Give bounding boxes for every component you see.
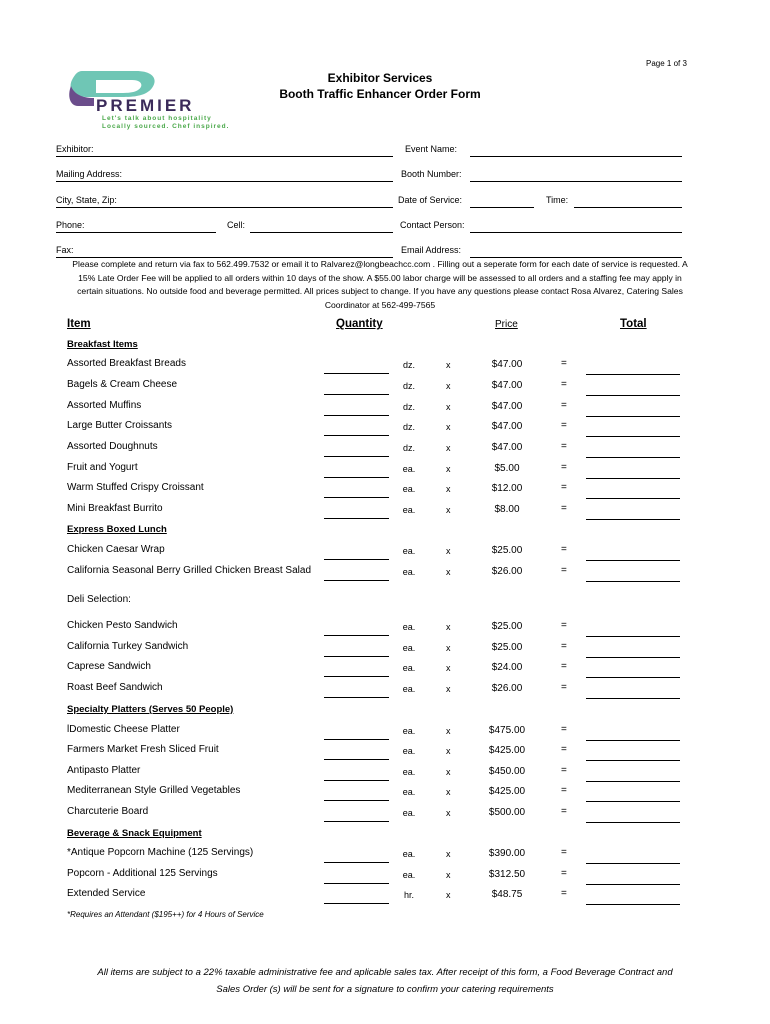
quantity-field[interactable]: [324, 394, 389, 395]
item-name: Bagels & Cream Cheese: [67, 379, 178, 390]
equals-sign: =: [561, 847, 567, 858]
equals-sign: =: [561, 620, 567, 631]
price-column-header: Price: [495, 319, 518, 330]
multiply-sign: x: [446, 484, 451, 494]
total-field[interactable]: [586, 698, 680, 699]
quantity-field[interactable]: [324, 415, 389, 416]
quantity-field[interactable]: [324, 780, 389, 781]
equals-sign: =: [561, 888, 567, 899]
total-field[interactable]: [586, 457, 680, 458]
item-unit: ea.: [402, 505, 416, 515]
total-field[interactable]: [586, 677, 680, 678]
item-price: $47.00: [491, 380, 523, 391]
item-price: $47.00: [491, 442, 523, 453]
quantity-column-header: Quantity: [336, 318, 383, 330]
multiply-sign: x: [446, 422, 451, 432]
item-price: $425.00: [488, 786, 526, 797]
event-name-label: Event Name:: [405, 144, 458, 154]
time-field[interactable]: [574, 207, 682, 208]
multiply-sign: x: [446, 870, 451, 880]
equals-sign: =: [561, 462, 567, 473]
logo-name: PREMIER: [96, 96, 195, 115]
item-name: Farmers Market Fresh Sliced Fruit: [67, 744, 219, 755]
equals-sign: =: [561, 482, 567, 493]
item-price: $8.00: [494, 504, 520, 515]
multiply-sign: x: [446, 622, 451, 632]
multiply-sign: x: [446, 360, 451, 370]
multiply-sign: x: [446, 567, 451, 577]
item-unit: ea.: [402, 567, 416, 577]
contact-person-label: Contact Person:: [400, 220, 465, 230]
item-price: $25.00: [491, 621, 523, 632]
item-unit: ea.: [402, 726, 416, 736]
quantity-field[interactable]: [324, 580, 389, 581]
quantity-field[interactable]: [324, 656, 389, 657]
item-price: $500.00: [488, 807, 526, 818]
item-price: $24.00: [491, 662, 523, 673]
quantity-field[interactable]: [324, 373, 389, 374]
exhibitor-label: Exhibitor:: [56, 144, 94, 154]
equals-sign: =: [561, 661, 567, 672]
item-name: *Antique Popcorn Machine (125 Servings): [67, 847, 254, 858]
total-field[interactable]: [586, 822, 680, 823]
total-field[interactable]: [586, 657, 680, 658]
total-field[interactable]: [586, 740, 680, 741]
equals-sign: =: [561, 765, 567, 776]
item-price: $48.75: [491, 889, 523, 900]
item-name: Chicken Pesto Sandwich: [67, 620, 178, 631]
multiply-sign: x: [446, 890, 451, 900]
equals-sign: =: [561, 565, 567, 576]
item-unit: dz.: [402, 443, 415, 453]
email-address-label: Email Address:: [401, 245, 462, 255]
total-field[interactable]: [586, 560, 680, 561]
total-field[interactable]: [586, 436, 680, 437]
item-name: Popcorn - Additional 125 Servings: [67, 868, 218, 879]
quantity-field[interactable]: [324, 739, 389, 740]
item-name: Large Butter Croissants: [67, 420, 173, 431]
quantity-field[interactable]: [324, 862, 389, 863]
quantity-field[interactable]: [324, 903, 389, 904]
total-field[interactable]: [586, 884, 680, 885]
footer-line-1: All items are subject to a 22% taxable administrative fee and aplicable sales tax. After receipt of this form, a Food Beverage Contract and: [97, 967, 673, 978]
item-unit: ea.: [402, 767, 416, 777]
multiply-sign: x: [446, 787, 451, 797]
item-unit: ea.: [402, 684, 416, 694]
item-unit: dz.: [402, 402, 415, 412]
item-name: Antipasto Platter: [67, 765, 141, 776]
city-state-zip-label: City, State, Zip:: [56, 195, 117, 205]
instructions-notice: Please complete and return via fax to 562.499.7532 or email it to Ralvarez@longbeachcc.com . Filling out a seperate form for each date of service is requested. A 15% Late Order Fee will be applied to all orders within 10 days of the show. A $55.00 labor charge will be assessed to all orders and a staffing fee may apply in certain situations. No outside food and beverage permitted. All prices subject to change. If you have any questions please contact Rosa Alvarez, Catering Sales Coordinator at 562-499-7565: [72, 259, 688, 310]
item-unit: ea.: [402, 746, 416, 756]
attendant-note: *Requires an Attendant ($195++) for 4 Hours of Service: [67, 910, 264, 919]
exhibitor-field[interactable]: [56, 156, 393, 157]
multiply-sign: x: [446, 726, 451, 736]
multiply-sign: x: [446, 808, 451, 818]
quantity-field[interactable]: [324, 518, 389, 519]
multiply-sign: x: [446, 849, 451, 859]
item-name: Assorted Breakfast Breads: [67, 358, 186, 369]
multiply-sign: x: [446, 663, 451, 673]
total-field[interactable]: [586, 581, 680, 582]
item-price: $25.00: [491, 545, 523, 556]
quantity-field[interactable]: [324, 635, 389, 636]
total-field[interactable]: [586, 519, 680, 520]
item-unit: ea.: [402, 546, 416, 556]
cell-label: Cell:: [227, 220, 246, 230]
total-field[interactable]: [586, 801, 680, 802]
multiply-sign: x: [446, 443, 451, 453]
section-beverage: Beverage & Snack Equipment: [67, 828, 202, 839]
item-name: Chicken Caesar Wrap: [67, 544, 165, 555]
multiply-sign: x: [446, 381, 451, 391]
section-breakfast: Breakfast Items: [67, 339, 138, 350]
item-unit: ea.: [402, 622, 416, 632]
section-deli: Deli Selection:: [67, 594, 131, 605]
item-unit: ea.: [402, 663, 416, 673]
quantity-field[interactable]: [324, 435, 389, 436]
equals-sign: =: [561, 379, 567, 390]
equals-sign: =: [561, 641, 567, 652]
multiply-sign: x: [446, 402, 451, 412]
item-unit: ea.: [402, 870, 416, 880]
logo-tagline-2: Locally sourced. Chef inspired.: [102, 123, 230, 130]
total-field[interactable]: [586, 395, 680, 396]
item-price: $47.00: [491, 401, 523, 412]
item-price: $312.50: [488, 869, 526, 880]
phone-field[interactable]: [56, 232, 216, 233]
item-unit: ea.: [402, 643, 416, 653]
booth-number-field[interactable]: [470, 181, 682, 182]
item-price: $5.00: [494, 463, 520, 474]
time-label: Time:: [546, 195, 569, 205]
mailing-address-field[interactable]: [56, 181, 393, 182]
total-field[interactable]: [586, 374, 680, 375]
cell-field[interactable]: [250, 232, 393, 233]
equals-sign: =: [561, 358, 567, 369]
item-name: Mediterranean Style Grilled Vegetables: [67, 785, 241, 796]
total-field[interactable]: [586, 760, 680, 761]
multiply-sign: x: [446, 746, 451, 756]
multiply-sign: x: [446, 505, 451, 515]
item-unit: ea.: [402, 484, 416, 494]
total-field[interactable]: [586, 498, 680, 499]
item-unit: ea.: [402, 787, 416, 797]
item-unit: ea.: [402, 849, 416, 859]
item-name: Roast Beef Sandwich: [67, 682, 163, 693]
date-of-service-label: Date of Service:: [398, 195, 463, 205]
item-unit: dz.: [402, 360, 415, 370]
quantity-field[interactable]: [324, 456, 389, 457]
item-name: Assorted Muffins: [67, 400, 142, 411]
item-name: Fruit and Yogurt: [67, 462, 138, 473]
item-unit: dz.: [402, 381, 415, 391]
multiply-sign: x: [446, 464, 451, 474]
item-price: $26.00: [491, 683, 523, 694]
total-column-header: Total: [620, 318, 647, 330]
footer-line-2: Sales Order (s) will be sent for a signature to confirm your catering requirements: [216, 984, 554, 995]
item-price: $25.00: [491, 642, 523, 653]
item-name: California Turkey Sandwich: [67, 641, 189, 652]
equals-sign: =: [561, 785, 567, 796]
phone-label: Phone:: [56, 220, 85, 230]
form-title: Booth Traffic Enhancer Order Form: [279, 87, 481, 101]
item-column-header: Item: [67, 318, 91, 330]
item-name: Extended Service: [67, 888, 146, 899]
equals-sign: =: [561, 400, 567, 411]
item-unit: ea.: [402, 808, 416, 818]
total-field[interactable]: [586, 904, 680, 905]
item-price: $390.00: [488, 848, 526, 859]
item-price: $47.00: [491, 359, 523, 370]
equals-sign: =: [561, 868, 567, 879]
total-field[interactable]: [586, 636, 680, 637]
item-name: lDomestic Cheese Platter: [67, 724, 180, 735]
total-field[interactable]: [586, 863, 680, 864]
premier-logo: [64, 68, 254, 132]
total-field[interactable]: [586, 781, 680, 782]
multiply-sign: x: [446, 643, 451, 653]
quantity-field[interactable]: [324, 821, 389, 822]
item-unit: hr.: [403, 890, 414, 900]
item-price: $26.00: [491, 566, 523, 577]
equals-sign: =: [561, 441, 567, 452]
quantity-field[interactable]: [324, 559, 389, 560]
multiply-sign: x: [446, 767, 451, 777]
fax-label: Fax:: [56, 245, 74, 255]
item-price: $47.00: [491, 421, 523, 432]
item-price: $425.00: [488, 745, 526, 756]
item-price: $12.00: [491, 483, 523, 494]
page-number: Page 1 of 3: [646, 59, 687, 68]
equals-sign: =: [561, 544, 567, 555]
booth-number-label: Booth Number:: [401, 169, 462, 179]
quantity-field[interactable]: [324, 676, 389, 677]
date-of-service-field[interactable]: [470, 207, 534, 208]
item-name: Caprese Sandwich: [67, 661, 151, 672]
equals-sign: =: [561, 682, 567, 693]
item-name: Mini Breakfast Burrito: [67, 503, 163, 514]
total-field[interactable]: [586, 416, 680, 417]
event-name-field[interactable]: [470, 156, 682, 157]
equals-sign: =: [561, 420, 567, 431]
quantity-field[interactable]: [324, 497, 389, 498]
logo-tagline-1: Let's talk about hospitality: [102, 115, 212, 122]
equals-sign: =: [561, 503, 567, 514]
total-field[interactable]: [586, 478, 680, 479]
item-name: Warm Stuffed Crispy Croissant: [67, 482, 204, 493]
contact-person-field[interactable]: [470, 232, 682, 233]
multiply-sign: x: [446, 684, 451, 694]
footer-terms: [40, 964, 730, 998]
equals-sign: =: [561, 806, 567, 817]
item-price: $475.00: [488, 725, 526, 736]
item-name: California Seasonal Berry Grilled Chicken Breast Salad: [67, 565, 312, 576]
item-unit: ea.: [402, 464, 416, 474]
section-boxed-lunch: Express Boxed Lunch: [67, 524, 167, 535]
city-state-zip-field[interactable]: [56, 207, 393, 208]
item-price: $450.00: [488, 766, 526, 777]
equals-sign: =: [561, 744, 567, 755]
quantity-field[interactable]: [324, 477, 389, 478]
quantity-field[interactable]: [324, 759, 389, 760]
mailing-address-label: Mailing Address:: [56, 169, 123, 179]
item-name: Assorted Doughnuts: [67, 441, 158, 452]
title-exhibitor-services: Exhibitor Services: [327, 71, 433, 85]
item-name: Charcuterie Board: [67, 806, 149, 817]
quantity-field[interactable]: [324, 800, 389, 801]
multiply-sign: x: [446, 546, 451, 556]
section-platters: Specialty Platters (Serves 50 People): [67, 704, 234, 715]
equals-sign: =: [561, 724, 567, 735]
quantity-field[interactable]: [324, 883, 389, 884]
item-unit: dz.: [402, 422, 415, 432]
quantity-field[interactable]: [324, 697, 389, 698]
